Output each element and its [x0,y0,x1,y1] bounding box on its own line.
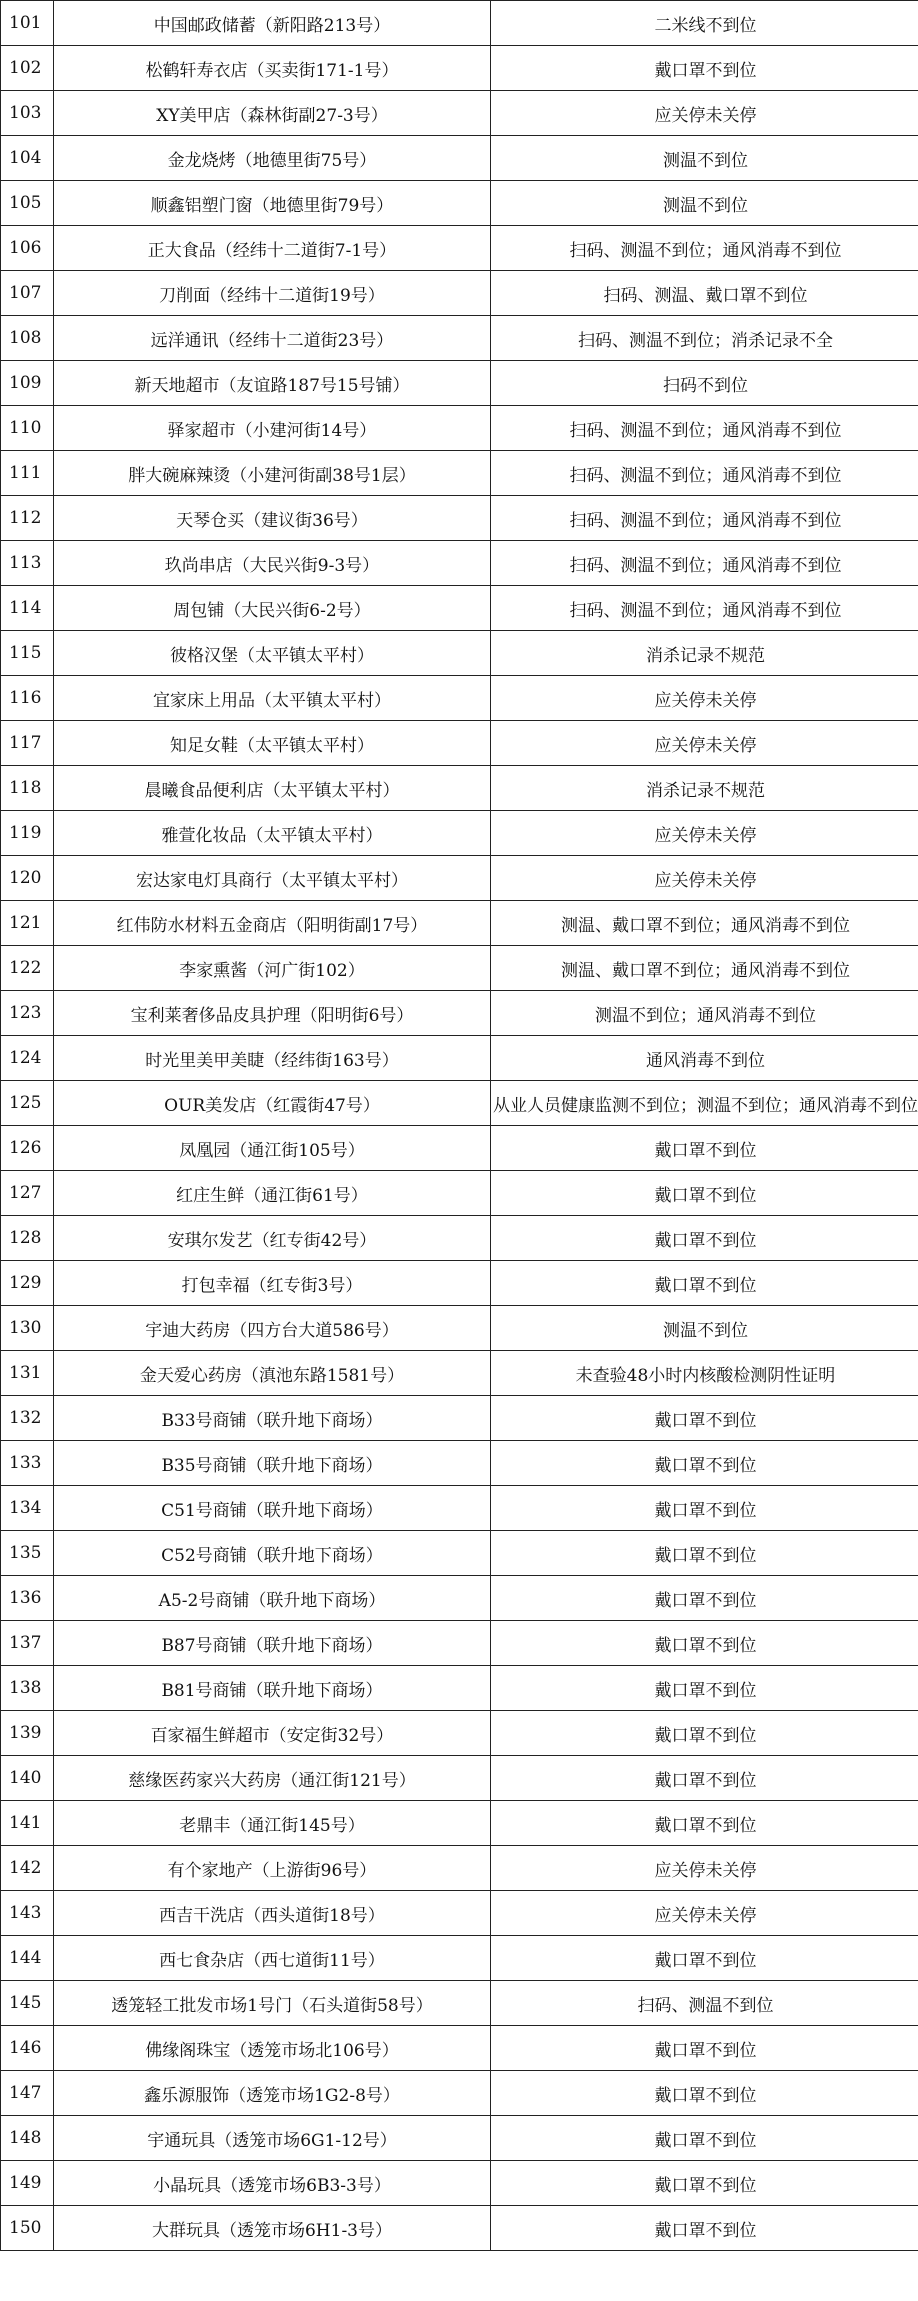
issue-cell: 扫码、测温不到位；通风消毒不到位 [491,451,918,496]
shop-name-cell: B35号商铺（联升地下商场） [54,1441,491,1486]
row-number-cell: 127 [1,1171,54,1216]
issue-cell: 测温、戴口罩不到位；通风消毒不到位 [491,946,918,991]
table-row [1,1441,918,1486]
shop-name-cell: 周包铺（大民兴街6-2号） [54,586,491,631]
issue-cell: 戴口罩不到位 [491,1441,918,1486]
table-row [1,1081,918,1126]
table-row [1,1126,918,1171]
shop-name-cell: 老鼎丰（通江街145号） [54,1801,491,1846]
table-row [1,901,918,946]
issue-cell: 戴口罩不到位 [491,1666,918,1711]
row-number-cell: 134 [1,1486,54,1531]
row-number-cell: 113 [1,541,54,586]
table-row [1,496,918,541]
shop-name-cell: 宇迪大药房（四方台大道586号） [54,1306,491,1351]
shop-name-cell: 天琴仓买（建议街36号） [54,496,491,541]
row-number-cell: 111 [1,451,54,496]
row-number-cell: 117 [1,721,54,766]
shop-name-cell: 彼格汉堡（太平镇太平村） [54,631,491,676]
table-row [1,2116,918,2161]
table-row [1,811,918,856]
table-row [1,91,918,136]
issue-cell: 戴口罩不到位 [491,1531,918,1576]
row-number-cell: 118 [1,766,54,811]
issue-cell: 戴口罩不到位 [491,1486,918,1531]
row-number-cell: 131 [1,1351,54,1396]
issue-cell: 戴口罩不到位 [491,46,918,91]
issue-cell: 戴口罩不到位 [491,1621,918,1666]
issue-cell: 二米线不到位 [491,1,918,46]
shop-name-cell: 宇通玩具（透笼市场6G1-12号） [54,2116,491,2161]
shop-name-cell: 大群玩具（透笼市场6H1-3号） [54,2206,491,2251]
issue-cell: 消杀记录不规范 [491,631,918,676]
shop-name-cell: 新天地超市（友谊路187号15号铺） [54,361,491,406]
issue-cell: 扫码不到位 [491,361,918,406]
table-row [1,2161,918,2206]
table-row [1,1486,918,1531]
shop-name-cell: 中国邮政储蓄（新阳路213号） [54,1,491,46]
table-row [1,1351,918,1396]
row-number-cell: 128 [1,1216,54,1261]
issue-cell: 扫码、测温不到位；通风消毒不到位 [491,406,918,451]
row-number-cell: 133 [1,1441,54,1486]
row-number-cell: 102 [1,46,54,91]
issue-cell: 戴口罩不到位 [491,2206,918,2251]
table-row [1,2206,918,2251]
row-number-cell: 140 [1,1756,54,1801]
issue-cell: 测温不到位 [491,181,918,226]
table-row [1,451,918,496]
issue-cell: 测温、戴口罩不到位；通风消毒不到位 [491,901,918,946]
shop-name-cell: 晨曦食品便利店（太平镇太平村） [54,766,491,811]
shop-name-cell: 透笼轻工批发市场1号门（石头道街58号） [54,1981,491,2026]
table-row [1,136,918,181]
row-number-cell: 138 [1,1666,54,1711]
row-number-cell: 103 [1,91,54,136]
row-number-cell: 119 [1,811,54,856]
row-number-cell: 135 [1,1531,54,1576]
table-row [1,271,918,316]
issue-cell: 戴口罩不到位 [491,1126,918,1171]
row-number-cell: 146 [1,2026,54,2071]
row-number-cell: 132 [1,1396,54,1441]
shop-name-cell: 李家熏酱（河广街102） [54,946,491,991]
shop-name-cell: 小晶玩具（透笼市场6B3-3号） [54,2161,491,2206]
issue-cell: 应关停未关停 [491,1846,918,1891]
row-number-cell: 148 [1,2116,54,2161]
table-row [1,1576,918,1621]
issue-cell: 应关停未关停 [491,676,918,721]
table-row [1,1711,918,1756]
issue-cell: 戴口罩不到位 [491,1171,918,1216]
table-row [1,676,918,721]
issue-cell: 扫码、测温不到位；消杀记录不全 [491,316,918,361]
shop-name-cell: C52号商铺（联升地下商场） [54,1531,491,1576]
table-row [1,1936,918,1981]
row-number-cell: 122 [1,946,54,991]
shop-name-cell: 安琪尔发艺（红专街42号） [54,1216,491,1261]
row-number-cell: 130 [1,1306,54,1351]
issue-cell: 扫码、测温不到位 [491,1981,918,2026]
table-row [1,1666,918,1711]
shop-name-cell: B81号商铺（联升地下商场） [54,1666,491,1711]
row-number-cell: 139 [1,1711,54,1756]
row-number-cell: 106 [1,226,54,271]
shop-name-cell: 凤凰园（通江街105号） [54,1126,491,1171]
issue-cell: 应关停未关停 [491,1891,918,1936]
table-row [1,1036,918,1081]
shop-name-cell: 刀削面（经纬十二道街19号） [54,271,491,316]
table-row [1,1531,918,1576]
row-number-cell: 149 [1,2161,54,2206]
issue-cell: 戴口罩不到位 [491,2116,918,2161]
table-row [1,406,918,451]
row-number-cell: 115 [1,631,54,676]
shop-name-cell: 佛缘阁珠宝（透笼市场北106号） [54,2026,491,2071]
row-number-cell: 125 [1,1081,54,1126]
row-number-cell: 112 [1,496,54,541]
shop-name-cell: 打包幸福（红专街3号） [54,1261,491,1306]
issue-cell: 未查验48小时内核酸检测阴性证明 [491,1351,918,1396]
table-row [1,1801,918,1846]
issue-cell: 戴口罩不到位 [491,1801,918,1846]
table-row [1,316,918,361]
row-number-cell: 110 [1,406,54,451]
table-row [1,2026,918,2071]
shop-name-cell: 雅萱化妆品（太平镇太平村） [54,811,491,856]
table-row [1,991,918,1036]
table-row [1,1,918,46]
issue-cell: 测温不到位 [491,1306,918,1351]
row-number-cell: 101 [1,1,54,46]
table-row [1,46,918,91]
row-number-cell: 114 [1,586,54,631]
table-row [1,1756,918,1801]
shop-name-cell: C51号商铺（联升地下商场） [54,1486,491,1531]
shop-name-cell: XY美甲店（森林街副27-3号） [54,91,491,136]
row-number-cell: 142 [1,1846,54,1891]
issue-cell: 戴口罩不到位 [491,2161,918,2206]
shop-name-cell: 正大食品（经纬十二道街7-1号） [54,226,491,271]
issue-cell: 戴口罩不到位 [491,1261,918,1306]
issue-cell: 扫码、测温、戴口罩不到位 [491,271,918,316]
issue-cell: 戴口罩不到位 [491,2026,918,2071]
row-number-cell: 124 [1,1036,54,1081]
shop-name-cell: 宜家床上用品（太平镇太平村） [54,676,491,721]
table-row [1,226,918,271]
shop-name-cell: 百家福生鲜超市（安定街32号） [54,1711,491,1756]
issue-cell: 戴口罩不到位 [491,1576,918,1621]
shop-name-cell: 鑫乐源服饰（透笼市场1G2-8号） [54,2071,491,2116]
issue-cell: 扫码、测温不到位；通风消毒不到位 [491,586,918,631]
shop-name-cell: 金天爱心药房（滇池东路1581号） [54,1351,491,1396]
issue-cell: 扫码、测温不到位；通风消毒不到位 [491,226,918,271]
table-row [1,1306,918,1351]
row-number-cell: 116 [1,676,54,721]
shop-name-cell: 宝利莱奢侈品皮具护理（阳明街6号） [54,991,491,1036]
table-row [1,1846,918,1891]
issue-cell: 戴口罩不到位 [491,1396,918,1441]
issue-cell: 戴口罩不到位 [491,1711,918,1756]
issue-cell: 戴口罩不到位 [491,1216,918,1261]
shop-name-cell: 红庄生鲜（通江街61号） [54,1171,491,1216]
shop-name-cell: 知足女鞋（太平镇太平村） [54,721,491,766]
row-number-cell: 129 [1,1261,54,1306]
table-row [1,1891,918,1936]
shop-name-cell: 玖尚串店（大民兴街9-3号） [54,541,491,586]
row-number-cell: 104 [1,136,54,181]
table-row [1,586,918,631]
inspection-table-body [1,1,918,2251]
table-row [1,1981,918,2026]
shop-name-cell: B33号商铺（联升地下商场） [54,1396,491,1441]
row-number-cell: 108 [1,316,54,361]
table-row [1,631,918,676]
table-row [1,361,918,406]
issue-cell: 应关停未关停 [491,721,918,766]
row-number-cell: 120 [1,856,54,901]
table-row [1,181,918,226]
shop-name-cell: 慈缘医药家兴大药房（通江街121号） [54,1756,491,1801]
table-row [1,541,918,586]
shop-name-cell: 松鹤轩寿衣店（买卖街171-1号） [54,46,491,91]
row-number-cell: 137 [1,1621,54,1666]
issue-cell: 测温不到位；通风消毒不到位 [491,991,918,1036]
issue-cell: 应关停未关停 [491,811,918,856]
shop-name-cell: OUR美发店（红霞街47号） [54,1081,491,1126]
row-number-cell: 105 [1,181,54,226]
row-number-cell: 107 [1,271,54,316]
table-row [1,1261,918,1306]
shop-name-cell: 西吉干洗店（西头道街18号） [54,1891,491,1936]
shop-name-cell: 宏达家电灯具商行（太平镇太平村） [54,856,491,901]
table-row [1,2071,918,2116]
shop-name-cell: 驿家超市（小建河街14号） [54,406,491,451]
table-row [1,1396,918,1441]
row-number-cell: 147 [1,2071,54,2116]
shop-name-cell: 红伟防水材料五金商店（阳明街副17号） [54,901,491,946]
row-number-cell: 141 [1,1801,54,1846]
issue-cell: 通风消毒不到位 [491,1036,918,1081]
shop-name-cell: 时光里美甲美睫（经纬街163号） [54,1036,491,1081]
shop-name-cell: 金龙烧烤（地德里街75号） [54,136,491,181]
issue-cell: 戴口罩不到位 [491,2071,918,2116]
issue-cell: 扫码、测温不到位；通风消毒不到位 [491,541,918,586]
shop-name-cell: B87号商铺（联升地下商场） [54,1621,491,1666]
table-row [1,721,918,766]
row-number-cell: 136 [1,1576,54,1621]
row-number-cell: 126 [1,1126,54,1171]
shop-name-cell: 有个家地产（上游街96号） [54,1846,491,1891]
issue-cell: 戴口罩不到位 [491,1756,918,1801]
row-number-cell: 150 [1,2206,54,2251]
issue-cell: 应关停未关停 [491,856,918,901]
table-row [1,946,918,991]
row-number-cell: 143 [1,1891,54,1936]
row-number-cell: 109 [1,361,54,406]
issue-cell: 应关停未关停 [491,91,918,136]
row-number-cell: 123 [1,991,54,1036]
shop-name-cell: 远洋通讯（经纬十二道街23号） [54,316,491,361]
row-number-cell: 144 [1,1936,54,1981]
issue-cell: 测温不到位 [491,136,918,181]
shop-name-cell: 胖大碗麻辣烫（小建河街副38号1层） [54,451,491,496]
shop-name-cell: A5-2号商铺（联升地下商场） [54,1576,491,1621]
table-row [1,856,918,901]
shop-name-cell: 顺鑫铝塑门窗（地德里街79号） [54,181,491,226]
issue-cell: 从业人员健康监测不到位；测温不到位；通风消毒不到位 [491,1081,918,1126]
shop-name-cell: 西七食杂店（西七道街11号） [54,1936,491,1981]
issue-cell: 戴口罩不到位 [491,1936,918,1981]
table-row [1,1621,918,1666]
row-number-cell: 121 [1,901,54,946]
table-row [1,766,918,811]
row-number-cell: 145 [1,1981,54,2026]
table-row [1,1216,918,1261]
issue-cell: 消杀记录不规范 [491,766,918,811]
table-row [1,1171,918,1216]
issue-cell: 扫码、测温不到位；通风消毒不到位 [491,496,918,541]
